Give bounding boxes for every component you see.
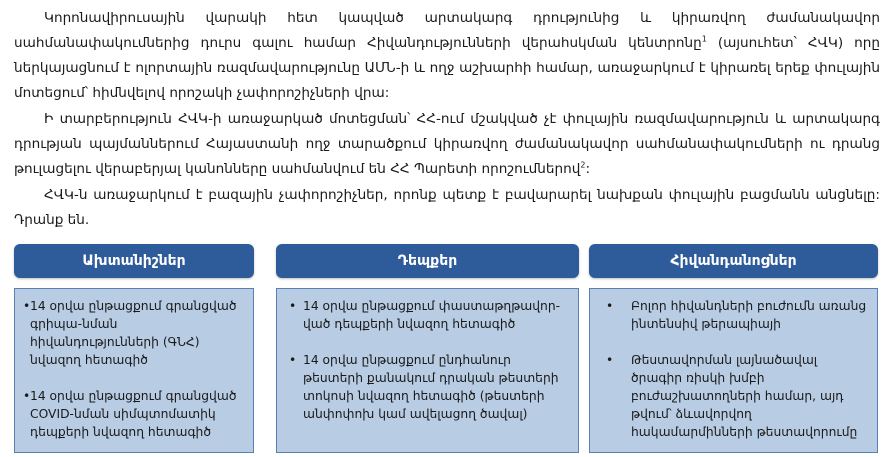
symptoms-list bbox=[23, 297, 245, 441]
paragraph-criteria: ՀՎԿ-ն առաջարկում է բազային չափորոշիչներ, որոնք պետք է բավարարել նախքան փուլային բացմանն անցնելը: Դրանք են. bbox=[14, 187, 880, 228]
bullet-icon: • bbox=[606, 353, 614, 367]
list-item-text: 14 օրվա ընթացքում փաստաթղթավոր-ված դեպքերի նվազող հետագիծ bbox=[303, 299, 561, 331]
list-item bbox=[23, 297, 245, 369]
list-item-text: Թեստավորման լայնածավալ ծրագիր ռիսկի խմբի բուժաշխատողների համար, այդ թվում՝ ձևավորվող հակամարմինների թեստավորումը bbox=[631, 353, 858, 439]
paragraph-intro-text-cont: (այսուհետ՝ ՀՎԿ) որը ներկայացնում է ոլորտային ռազմավարությունը ԱՄՆ-ի և ողջ աշխարհի համար, առաջարկում է կիրառել երեք փուլային մոտեցում՝ հիմնվելով որոշակի չափորոշիչների վրա: bbox=[14, 35, 880, 101]
bullet-icon: • bbox=[23, 389, 31, 403]
hospitals-list bbox=[604, 297, 869, 441]
list-item bbox=[23, 387, 245, 441]
paragraph-intro-text: Կորոնավիրուսային վարակի հետ կապված արտակարգ դրությունից և կիրառվող ժամանակավոր սահմանափակումներից դուրս գալու համար Հիվանդությունների վերահսկման կենտրոնը bbox=[14, 10, 880, 51]
paragraph-comparison-text: Ի տարբերություն ՀՎԿ-ի առաջարկած մոտեցման՝ ՀՀ-ում մշակված չէ փուլային ռազմավարություն և արտակարգ դրության պայմաններում Հայաստանի ողջ տարածքում կիրառվող ժամանակավոր սահմանափակումների ու դրանց թուլացելու վերաբերյալ կանոնները սահմանվում են ՀՀ Պարետի որոշումներով bbox=[14, 111, 880, 177]
list-item-text: 14 օրվա ընթացքում ընդհանուր թեստերի քանակում դրական թեստերի տոկոսի նվազող հետագիծ (թեստերի անփոփոխ կամ ավելացող ծավալ) bbox=[303, 353, 559, 421]
list-item-text: 14 օրվա ընթացքում գրանցված գրիպա-նման հիվանդությունների (ԳՆՀ) նվազող հետագիծ bbox=[30, 299, 237, 367]
bullet-icon: • bbox=[23, 299, 31, 313]
paragraph-intro bbox=[14, 6, 880, 106]
bullet-icon: • bbox=[289, 353, 297, 367]
footnote-ref-1[interactable]: 1 bbox=[701, 34, 707, 44]
list-item bbox=[287, 297, 570, 333]
list-item-text: Բոլոր հիվանդների բուժումն առանց ինտենսիվ թերապիայի bbox=[631, 299, 867, 331]
paragraph-comparison bbox=[14, 107, 880, 182]
list-item bbox=[604, 297, 869, 333]
header-symptoms: Ախտանիշներ bbox=[14, 244, 254, 278]
list-item bbox=[287, 351, 570, 423]
cases-box bbox=[276, 288, 579, 453]
hospitals-box bbox=[589, 288, 878, 453]
symptoms-box bbox=[14, 288, 254, 453]
header-cases: Դեպքեր bbox=[276, 244, 579, 278]
bullet-icon: • bbox=[606, 299, 614, 313]
list-item-text: 14 օրվա ընթացքում գրանցված COVID-նման սիմպտոմատիկ դեպքերի նվազող հետագիծ bbox=[30, 389, 237, 439]
bullet-icon: • bbox=[289, 299, 297, 313]
footnote-ref-2[interactable]: 2 bbox=[580, 160, 586, 170]
cases-list bbox=[287, 297, 570, 423]
header-hospitals: Հիվանդանոցներ bbox=[589, 244, 878, 278]
paragraph-comparison-end: : bbox=[585, 161, 591, 177]
list-item bbox=[604, 351, 869, 441]
